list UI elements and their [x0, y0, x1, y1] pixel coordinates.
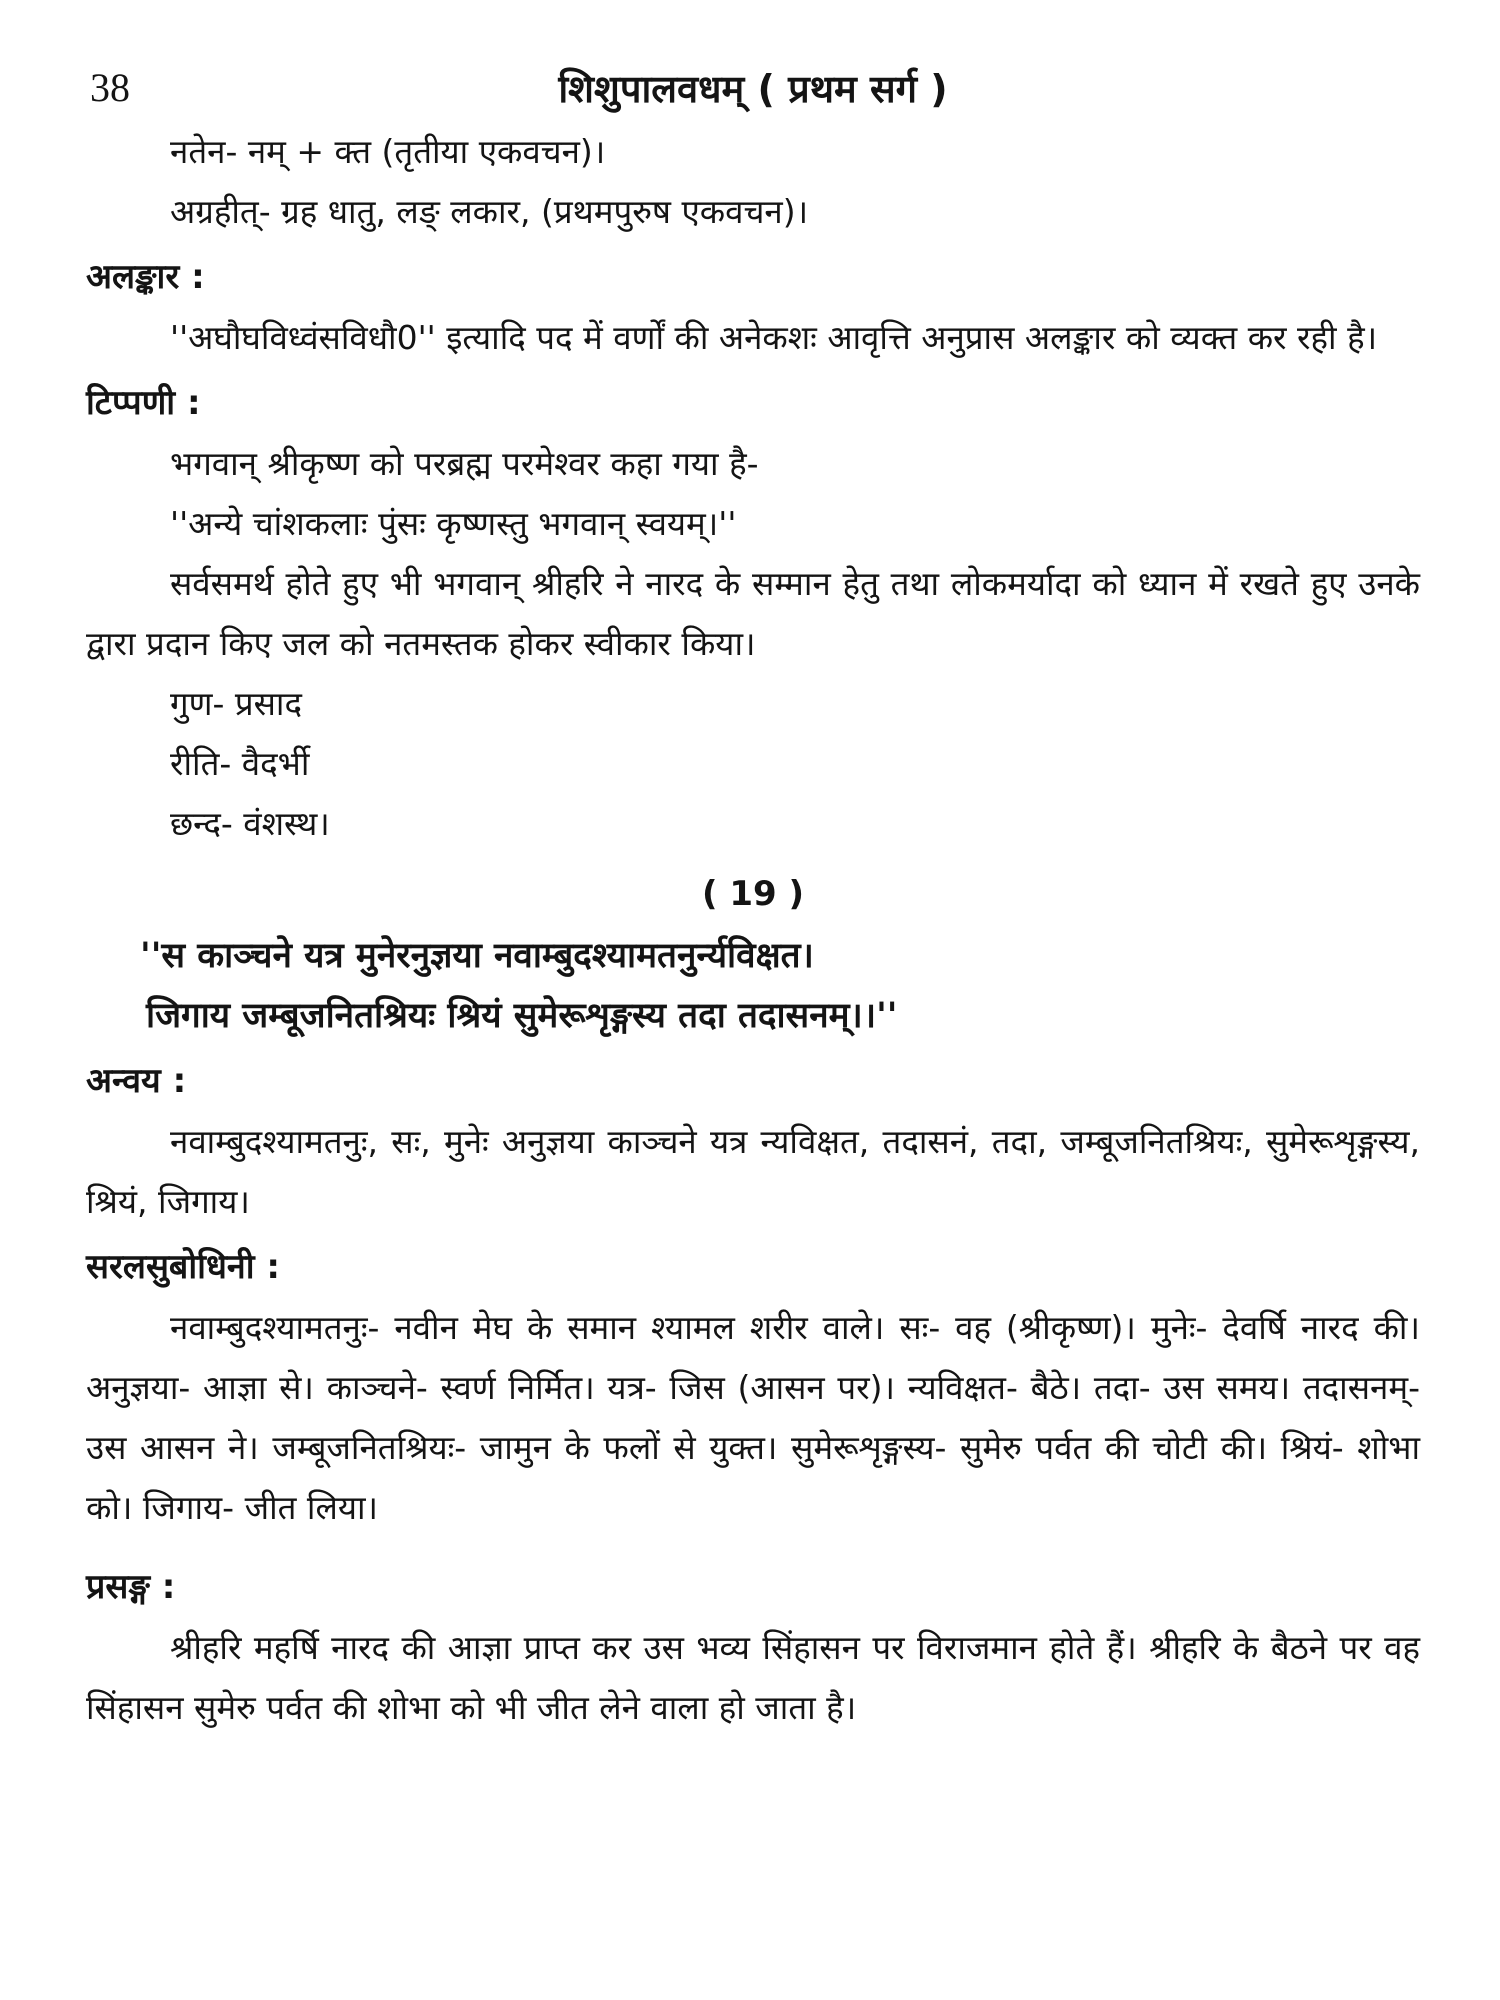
anvaya-heading: अन्वय :	[86, 1061, 187, 1101]
tippani-heading: टिप्पणी :	[86, 383, 201, 423]
anvaya-text: नवाम्बुदश्यामतनुः, सः, मुनेः अनुज्ञया काञ्चने यत्र न्यविक्षत, तदासनं, तदा, जम्बूजनितश्रियः, सुमेरूशृङ्गस्य, श्रियं, जिगाय।	[86, 1122, 1420, 1221]
saral-text: नवाम्बुदश्यामतनुः- नवीन मेघ के समान श्यामल शरीर वाले। सः- वह (श्रीकृष्ण)। मुनेः- देवर्षि नारद की। अनुज्ञया- आज्ञा से। काञ्चने- स्वर्ण निर्मित। यत्र- जिस (आसन पर)। न्यविक्षत- बैठे। तदा- उस समय। तदासनम्- उस आसन ने। जम्बूजनितश्रियः- जामुन के फलों से युक्त। सुमेरूशृङ्गस्य- सुमेरु पर्वत की चोटी की। श्रियं- शोभा को। जिगाय- जीत लिया।	[86, 1308, 1420, 1527]
alankar-text: ''अघौघविध्वंसविधौ0'' इत्यादि पद में वर्णों की अनेकशः आवृत्ति अनुप्रास अलङ्कार को व्यक्त कर रही है।	[170, 318, 1378, 357]
prasang-heading: प्रसङ्ग :	[86, 1567, 176, 1607]
verse-number: ( 19 )	[701, 874, 805, 914]
prasang-text: श्रीहरि महर्षि नारद की आज्ञा प्राप्त कर उस भव्य सिंहासन पर विराजमान होते हैं। श्रीहरि के बैठने पर वह सिंहासन सुमेरु पर्वत की शोभा को भी जीत लेने वाला हो जाता है।	[86, 1628, 1420, 1727]
page-header	[86, 58, 1420, 122]
page-number: 38	[90, 65, 130, 110]
section-gap	[86, 1538, 1420, 1552]
riti-line: रीति- वैदर्भी	[170, 744, 310, 783]
alankar-heading: अलङ्कार :	[86, 257, 205, 297]
saral-heading: सरलसुबोधिनी :	[86, 1247, 280, 1287]
tippani-paragraph: सर्वसमर्थ होते हुए भी भगवान् श्रीहरि ने नारद के सम्मान हेतु तथा लोकमर्यादा को ध्यान में रखते हुए उनके द्वारा प्रदान किए जल को नतमस्तक होकर स्वीकार किया।	[86, 564, 1420, 663]
tippani-line: भगवान् श्रीकृष्ण को परब्रह्म परमेश्वर कहा गया है-	[170, 444, 759, 483]
tippani-quote: ''अन्ये चांशकलाः पुंसः कृष्णस्तु भगवान् स्वयम्।''	[170, 504, 737, 543]
verse-line-1: ''स काञ्चने यत्र मुनेरनुज्ञया नवाम्बुदश्यामतनुर्न्यविक्षत।	[140, 936, 814, 976]
chhanda-line: छन्द- वंशस्थ।	[170, 804, 330, 843]
running-title: शिशुपालवधम् ( प्रथम सर्ग )	[558, 67, 948, 111]
verse-block	[86, 926, 1420, 1046]
grammar-note: नतेन- नम् + क्त (तृतीया एकवचन)।	[170, 132, 606, 171]
verse-line-2: जिगाय जम्बूजनितश्रियः श्रियं सुमेरूशृङ्गस्य तदा तदासनम्।।''	[146, 996, 898, 1036]
guna-line: गुण- प्रसाद	[170, 684, 302, 723]
grammar-note: अग्रहीत्- ग्रह धातु, लङ् लकार, (प्रथमपुरुष एकवचन)।	[170, 192, 809, 231]
